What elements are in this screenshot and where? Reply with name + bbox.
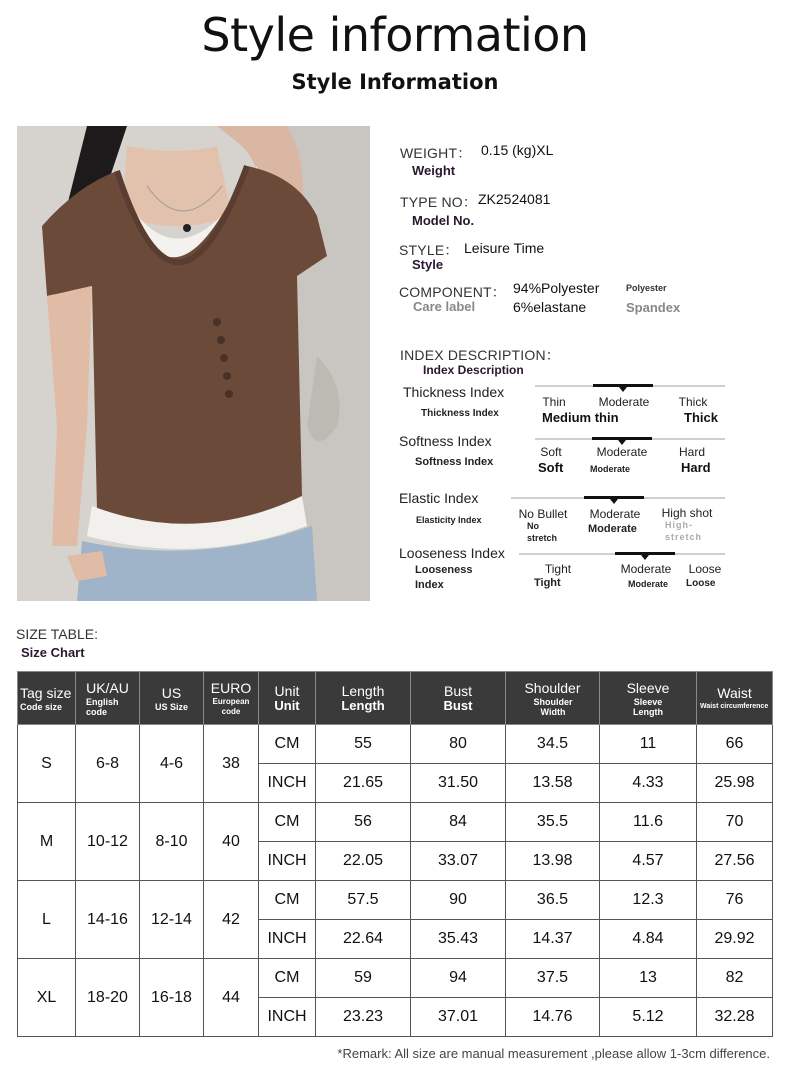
size-cell: M [18,803,76,881]
size-cell: XL [18,959,76,1037]
elastic-opt2: Moderate [589,507,641,521]
softness-opt1b: Soft [538,460,564,475]
sleeve-cell: 11.6 [600,803,697,842]
component-sub: Care label [413,299,476,314]
sleeve-cell: 4.84 [600,920,697,959]
bust-cell: 90 [411,881,506,920]
bust-cell: 37.01 [411,998,506,1037]
header-bust: Bust Bust [411,672,506,725]
bust-cell: 94 [411,959,506,998]
thickness-opt1: Thin [542,395,566,409]
shoulder-cell: 14.76 [506,998,600,1037]
unit-cell: INCH [259,842,316,881]
unit-cell: CM [259,959,316,998]
sleeve-cell: 5.12 [600,998,697,1037]
looseness-opt1b: Tight [534,577,561,589]
waist-cell: 32.28 [697,998,773,1037]
waist-cell: 76 [697,881,773,920]
looseness-title: Looseness Index [399,545,505,561]
table-row [18,803,773,842]
elastic-opt1b: No stretch [527,521,558,543]
waist-cell: 25.98 [697,764,773,803]
header-us: US US Size [140,672,204,725]
component-1-tag: Polyester [626,283,667,293]
softness-opt3b: Hard [681,460,711,475]
size-table-label: SIZE TABLE: [16,626,98,642]
sleeve-cell: 13 [600,959,697,998]
shoulder-cell: 13.58 [506,764,600,803]
thickness-marker-icon [619,387,627,392]
elastic-marker-icon [610,499,618,504]
softness-opt2: Moderate [596,445,648,459]
size-table-header [18,672,773,725]
elastic-title: Elastic Index [399,490,479,506]
bust-cell: 31.50 [411,764,506,803]
length-cell: 21.65 [316,764,411,803]
weight-label: WEIGHT： [400,145,472,161]
length-cell: 22.64 [316,920,411,959]
size-cell: S [18,725,76,803]
uk-cell: 6-8 [76,725,140,803]
component-2-tag: Spandex [626,300,681,315]
looseness-sub: Looseness Index [415,564,473,591]
header-sleeve: Sleeve Sleeve Length [600,672,697,725]
style-label: STYLE： [399,242,459,258]
waist-cell: 66 [697,725,773,764]
length-cell: 55 [316,725,411,764]
product-photo-illustration [17,126,370,601]
size-cell: L [18,881,76,959]
softness-opt1: Soft [540,445,562,459]
softness-title: Softness Index [399,433,492,449]
length-cell: 57.5 [316,881,411,920]
elastic-opt2b: Moderate [588,523,637,535]
product-photo [17,126,370,601]
component-2: 6%elastane [513,299,587,315]
length-cell: 23.23 [316,998,411,1037]
unit-cell: CM [259,725,316,764]
looseness-opt3b: Loose [686,578,716,589]
shoulder-cell: 14.37 [506,920,600,959]
page-subtitle: Style Information [291,70,499,94]
bust-cell: 33.07 [411,842,506,881]
component-1: 94%Polyester [513,280,600,296]
style-value: Leisure Time [464,240,545,256]
bust-cell: 35.43 [411,920,506,959]
unit-cell: INCH [259,764,316,803]
header-length: Length Length [316,672,411,725]
uk-cell: 10-12 [76,803,140,881]
bust-cell: 84 [411,803,506,842]
elastic-opt1: No Bullet [518,507,568,521]
waist-cell: 70 [697,803,773,842]
shoulder-cell: 13.98 [506,842,600,881]
sleeve-cell: 4.57 [600,842,697,881]
component-label: COMPONENT： [399,284,506,300]
us-cell: 8-10 [140,803,204,881]
type-value: ZK2524081 [478,191,551,207]
euro-cell: 42 [204,881,259,959]
header-euro: EURO European code [204,672,259,725]
euro-cell: 40 [204,803,259,881]
us-cell: 12-14 [140,881,204,959]
shoulder-cell: 36.5 [506,881,600,920]
shoulder-cell: 34.5 [506,725,600,764]
thickness-opt3b: Thick [684,410,718,425]
thickness-opt1b: Medium thin [542,410,619,425]
type-label: TYPE NO： [400,194,478,210]
sleeve-cell: 12.3 [600,881,697,920]
length-cell: 59 [316,959,411,998]
thickness-sub: Thickness Index [421,408,499,419]
waist-cell: 29.92 [697,920,773,959]
shoulder-cell: 35.5 [506,803,600,842]
header-tag-size: Tag size Code size [18,672,76,725]
softness-opt3: Hard [678,445,705,459]
remark-text: *Remark: All size are manual measurement ,please allow 1-3cm difference. [337,1046,770,1061]
length-cell: 56 [316,803,411,842]
style-sub: Style [412,257,444,272]
us-cell: 16-18 [140,959,204,1037]
looseness-marker-icon [641,555,649,560]
waist-cell: 82 [697,959,773,998]
weight-sub: Weight [412,163,456,178]
unit-cell: CM [259,881,316,920]
unit-cell: CM [259,803,316,842]
header-shoulder: Shoulder Shoulder Width [506,672,600,725]
thickness-title: Thickness Index [403,384,505,400]
weight-value: 0.15 (kg)XL [481,142,554,158]
looseness-opt3: Loose [688,562,722,576]
elastic-opt3b: High-stretch [665,520,703,542]
softness-sub: Softness Index [415,456,494,468]
uk-cell: 18-20 [76,959,140,1037]
header-waist: Waist Waist circumference [697,672,773,725]
bust-cell: 80 [411,725,506,764]
thickness-opt2: Moderate [598,395,650,409]
unit-cell: INCH [259,920,316,959]
us-cell: 4-6 [140,725,204,803]
type-sub: Model No. [412,213,475,228]
looseness-opt2b: Moderate [628,579,669,589]
table-row [18,959,773,998]
index-label: INDEX DESCRIPTION： [400,347,560,363]
sleeve-cell: 11 [600,725,697,764]
looseness-opt2: Moderate [620,562,672,576]
euro-cell: 44 [204,959,259,1037]
euro-cell: 38 [204,725,259,803]
size-table [17,671,773,1037]
softness-opt2b: Moderate [590,464,631,474]
looseness-opt1: Tight [544,562,572,576]
elastic-opt3: High shot [661,506,713,520]
header-uk-au: UK/AU English code [76,672,140,725]
size-table-sub: Size Chart [21,645,85,660]
unit-cell: INCH [259,998,316,1037]
index-sub: Index Description [423,363,524,377]
sleeve-cell: 4.33 [600,764,697,803]
table-row [18,881,773,920]
elastic-sub: Elasticity Index [416,515,482,525]
shoulder-cell: 37.5 [506,959,600,998]
thickness-opt3: Thick [678,395,708,409]
table-row [18,725,773,764]
waist-cell: 27.56 [697,842,773,881]
page-title: Style information [201,8,589,62]
uk-cell: 14-16 [76,881,140,959]
length-cell: 22.05 [316,842,411,881]
header-unit: Unit Unit [259,672,316,725]
